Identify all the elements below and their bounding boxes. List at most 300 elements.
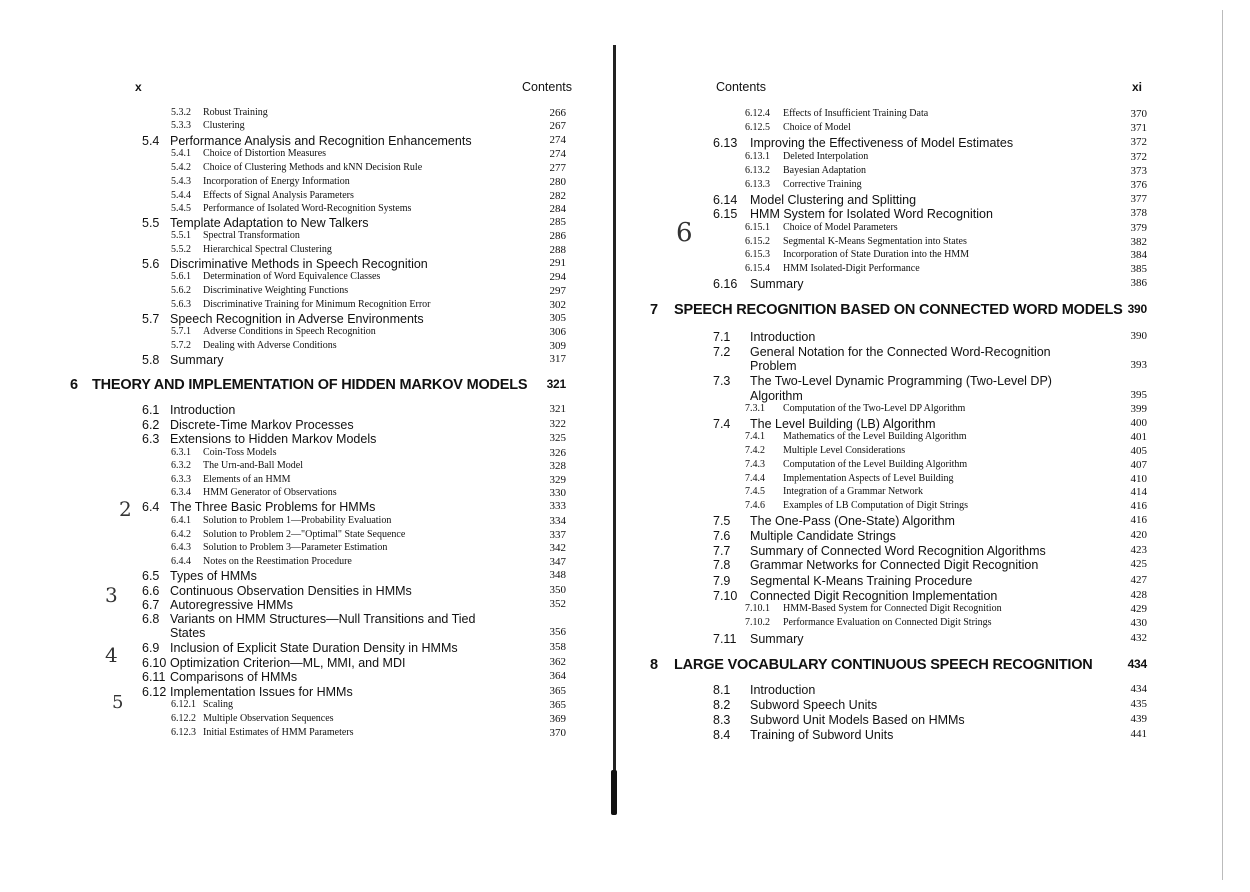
section-entry	[620, 207, 1230, 221]
entry-number: 6.16	[713, 277, 738, 291]
entry-title: Improving the Effectiveness of Model Estimates	[750, 136, 1014, 150]
section-entry	[0, 257, 600, 271]
entry-page-number: 294	[549, 271, 566, 283]
subsection-entry	[620, 603, 1230, 617]
entry-page-number: 305	[549, 312, 566, 324]
subsection-entry	[0, 230, 600, 244]
entry-page-number: 325	[549, 432, 566, 444]
entry-page-number: 356	[549, 626, 566, 638]
entry-title: Optimization Criterion—ML, MMI, and MDI	[170, 656, 406, 670]
section-entry	[0, 598, 600, 612]
entry-title: Implementation Issues for HMMs	[170, 685, 353, 699]
entry-page-number: 333	[549, 500, 566, 512]
section-entry	[0, 641, 600, 655]
entry-title: The One-Pass (One-State) Algorithm	[750, 514, 955, 528]
entry-number: 7.3	[713, 374, 731, 388]
section-entry	[0, 626, 600, 640]
entry-page-number: 365	[549, 699, 566, 711]
entry-page-number: 434	[1127, 657, 1147, 671]
entry-page-number: 425	[1130, 558, 1147, 570]
section-entry	[0, 134, 600, 148]
entry-title: Robust Training	[203, 107, 268, 118]
entry-title: Training of Subword Units	[750, 728, 894, 742]
subsection-entry	[620, 122, 1230, 136]
handwritten-number: 6	[676, 218, 693, 248]
entry-number: 6.4.2	[171, 529, 191, 540]
entry-number: 6.13.2	[745, 165, 770, 176]
entry-number: 5.8	[142, 353, 160, 367]
entry-page-number: 429	[1130, 603, 1147, 615]
entry-title: HMM Generator of Observations	[203, 487, 337, 498]
entry-number: 5.3.3	[171, 120, 191, 131]
subsection-entry	[0, 542, 600, 556]
entry-title: Incorporation of State Duration into the HMM	[783, 249, 970, 260]
entry-number: 6.6	[142, 584, 160, 598]
entry-title: Introduction	[750, 683, 816, 697]
entry-page-number: 334	[549, 515, 566, 527]
entry-number: 7.4.3	[745, 459, 765, 470]
subsection-entry	[620, 431, 1230, 445]
entry-page-number: 352	[549, 598, 566, 610]
entry-page-number: 306	[549, 326, 566, 338]
entry-number: 7.4	[713, 417, 731, 431]
entry-page-number: 350	[549, 584, 566, 596]
entry-title: Summary	[170, 353, 224, 367]
entry-title: Connected Digit Recognition Implementation	[750, 589, 998, 603]
entry-number: 6.3.3	[171, 474, 191, 485]
entry-page-number: 342	[549, 542, 566, 554]
entry-title: Discrete-Time Markov Processes	[170, 418, 354, 432]
entry-title: The Urn-and-Ball Model	[203, 460, 303, 471]
entry-number: 8.1	[713, 683, 731, 697]
entry-page-number: 416	[1130, 514, 1147, 526]
entry-number: 6.2	[142, 418, 160, 432]
entry-page-number: 384	[1130, 249, 1147, 261]
entry-title: The Level Building (LB) Algorithm	[750, 417, 936, 431]
subsection-entry	[620, 500, 1230, 514]
entry-title: HMM-Based System for Connected Digit Recognition	[783, 603, 1002, 614]
entry-page-number: 372	[1130, 151, 1147, 163]
page-number-header: x	[135, 80, 142, 94]
entry-number: 6.12.3	[171, 727, 196, 738]
entry-number: 6.15.2	[745, 236, 770, 247]
entry-title: Discriminative Weighting Functions	[203, 285, 349, 296]
entry-title: Effects of Signal Analysis Parameters	[203, 190, 354, 201]
entry-title: Notes on the Reestimation Procedure	[203, 556, 352, 567]
entry-page-number: 399	[1130, 403, 1147, 415]
subsection-entry	[620, 445, 1230, 459]
entry-title: Performance of Isolated Word-Recognition Systems	[203, 203, 412, 214]
subsection-entry	[0, 447, 600, 461]
entry-number: 6.11	[142, 670, 166, 684]
entry-number: 7.4.2	[745, 445, 765, 456]
entry-page-number: 371	[1130, 122, 1147, 134]
entry-title: Speech Recognition in Adverse Environments	[170, 312, 424, 326]
entry-title: Bayesian Adaptation	[783, 165, 867, 176]
entry-number: 6.10	[142, 656, 167, 670]
entry-title: Multiple Candidate Strings	[750, 529, 896, 543]
section-entry	[620, 277, 1230, 291]
entry-title: Types of HMMs	[170, 569, 257, 583]
entry-number: 5.6.2	[171, 285, 191, 296]
running-header: Contents	[522, 80, 573, 94]
entry-number: 5.4.5	[171, 203, 191, 214]
entry-number: 5.4.3	[171, 176, 191, 187]
entry-page-number: 365	[549, 685, 566, 697]
subsection-entry	[0, 203, 600, 217]
subsection-entry	[0, 176, 600, 190]
entry-number: 6.7	[142, 598, 160, 612]
entry-page-number: 266	[549, 107, 566, 119]
subsection-entry	[620, 249, 1230, 263]
entry-number: 6.14	[713, 193, 738, 207]
entry-title: Multiple Level Considerations	[783, 445, 906, 456]
entry-title: Autoregressive HMMs	[170, 598, 293, 612]
entry-page-number: 372	[1130, 136, 1147, 148]
entry-number: 7.4.5	[745, 486, 765, 497]
entry-number: 5.7.1	[171, 326, 191, 337]
entry-title: Spectral Transformation	[203, 230, 300, 241]
entry-number: 5.7	[142, 312, 160, 326]
subsection-entry	[0, 699, 600, 713]
entry-title: Problem	[750, 359, 797, 373]
entry-title: Discriminative Methods in Speech Recognition	[170, 257, 428, 271]
subsection-entry	[0, 460, 600, 474]
subsection-entry	[620, 151, 1230, 165]
subsection-entry	[0, 244, 600, 258]
entry-title: Comparisons of HMMs	[170, 670, 298, 684]
entry-page-number: 390	[1130, 330, 1147, 342]
subsection-entry	[0, 515, 600, 529]
entry-title: Computation of the Two-Level DP Algorithm	[783, 403, 966, 414]
entry-number: 5.4.1	[171, 148, 191, 159]
section-entry	[0, 569, 600, 583]
entry-number: 7.2	[713, 345, 731, 359]
entry-number: 5.3.2	[171, 107, 191, 118]
entry-page-number: 309	[549, 340, 566, 352]
section-entry	[620, 698, 1230, 712]
section-entry	[0, 312, 600, 326]
entry-title: Model Clustering and Splitting	[750, 193, 917, 207]
subsection-entry	[0, 271, 600, 285]
left-page	[0, 0, 610, 892]
entry-page-number: 347	[549, 556, 566, 568]
subsection-entry	[0, 340, 600, 354]
entry-page-number: 410	[1130, 473, 1147, 485]
entry-page-number: 373	[1130, 165, 1147, 177]
page-number-header: xi	[1132, 80, 1143, 94]
section-entry	[0, 685, 600, 699]
entry-page-number: 428	[1130, 589, 1147, 601]
chapter-entry	[620, 302, 1230, 316]
entry-page-number: 441	[1130, 728, 1147, 740]
entry-number: 6	[70, 377, 78, 393]
section-entry	[620, 514, 1230, 528]
entry-title: Coin-Toss Models	[203, 447, 277, 458]
entry-number: 6.3.2	[171, 460, 191, 471]
entry-number: 7.5	[713, 514, 731, 528]
entry-title: Integration of a Grammar Network	[783, 486, 923, 497]
entry-number: 5.5.1	[171, 230, 191, 241]
entry-title: The Two-Level Dynamic Programming (Two-Level DP)	[750, 374, 1052, 388]
entry-number: 6.15.3	[745, 249, 770, 260]
entry-page-number: 329	[549, 474, 566, 486]
entry-title: SPEECH RECOGNITION BASED ON CONNECTED WORD MODELS	[674, 302, 1123, 318]
entry-title: Effects of Insufficient Training Data	[783, 108, 929, 119]
entry-page-number: 274	[549, 134, 566, 146]
handwritten-number: 2	[119, 497, 132, 521]
entry-title: HMM Isolated-Digit Performance	[783, 263, 920, 274]
section-entry	[620, 345, 1230, 359]
entry-page-number: 326	[549, 447, 566, 459]
entry-number: 6.15.4	[745, 263, 770, 274]
entry-title: Introduction	[170, 403, 236, 417]
entry-title: Extensions to Hidden Markov Models	[170, 432, 377, 446]
entry-title: Choice of Model Parameters	[783, 222, 898, 233]
entry-title: Dealing with Adverse Conditions	[203, 340, 337, 351]
section-entry	[0, 670, 600, 684]
entry-number: 7.8	[713, 558, 731, 572]
entry-page-number: 423	[1130, 544, 1147, 556]
entry-number: 6.15.1	[745, 222, 770, 233]
entry-page-number: 267	[549, 120, 566, 132]
entry-page-number: 393	[1130, 359, 1147, 371]
subsection-entry	[620, 108, 1230, 122]
entry-number: 6.4.4	[171, 556, 191, 567]
subsection-entry	[620, 222, 1230, 236]
entry-number: 6.5	[142, 569, 160, 583]
section-entry	[620, 529, 1230, 543]
section-entry	[0, 353, 600, 367]
running-header: Contents	[716, 80, 767, 94]
entry-number: 6.13	[713, 136, 738, 150]
section-entry	[620, 544, 1230, 558]
entry-title: Solution to Problem 3—Parameter Estimation	[203, 542, 388, 553]
entry-page-number: 439	[1130, 713, 1147, 725]
entry-page-number: 362	[549, 656, 566, 668]
entry-page-number: 286	[549, 230, 566, 242]
entry-page-number: 390	[1127, 302, 1147, 316]
entry-page-number: 434	[1130, 683, 1147, 695]
handwritten-number: 4	[105, 643, 118, 667]
entry-number: 8.2	[713, 698, 731, 712]
entry-page-number: 405	[1130, 445, 1147, 457]
right-page	[620, 0, 1250, 892]
subsection-entry	[620, 263, 1230, 277]
entry-title: Subword Unit Models Based on HMMs	[750, 713, 965, 727]
section-entry	[620, 374, 1230, 388]
entry-title: LARGE VOCABULARY CONTINUOUS SPEECH RECOGNITION	[674, 657, 1093, 673]
entry-page-number: 322	[549, 418, 566, 430]
entry-title: Multiple Observation Sequences	[203, 713, 334, 724]
entry-page-number: 285	[549, 216, 566, 228]
entry-number: 6.12.5	[745, 122, 770, 133]
entry-page-number: 282	[549, 190, 566, 202]
entry-number: 7.6	[713, 529, 731, 543]
subsection-entry	[620, 459, 1230, 473]
entry-title: Clustering	[203, 120, 245, 131]
entry-page-number: 284	[549, 203, 566, 215]
entry-title: Deleted Interpolation	[783, 151, 869, 162]
entry-title: Subword Speech Units	[750, 698, 878, 712]
section-entry	[0, 418, 600, 432]
subsection-entry	[620, 473, 1230, 487]
entry-page-number: 432	[1130, 632, 1147, 644]
entry-number: 6.3.1	[171, 447, 191, 458]
entry-number: 7.11	[713, 632, 737, 646]
entry-title: Choice of Clustering Methods and kNN Decision Rule	[203, 162, 423, 173]
entry-page-number: 291	[549, 257, 566, 269]
entry-page-number: 416	[1130, 500, 1147, 512]
section-entry	[620, 330, 1230, 344]
entry-title: Determination of Word Equivalence Classes	[203, 271, 381, 282]
section-entry	[0, 500, 600, 514]
entry-title: Solution to Problem 1—Probability Evaluation	[203, 515, 392, 526]
section-entry	[620, 713, 1230, 727]
entry-number: 6.13.3	[745, 179, 770, 190]
entry-number: 5.6	[142, 257, 160, 271]
entry-title: Mathematics of the Level Building Algorithm	[783, 431, 967, 442]
entry-number: 6.9	[142, 641, 160, 655]
entry-page-number: 386	[1130, 277, 1147, 289]
entry-number: 5.5.2	[171, 244, 191, 255]
section-entry	[0, 656, 600, 670]
entry-page-number: 317	[549, 353, 566, 365]
section-entry	[620, 558, 1230, 572]
entry-page-number: 420	[1130, 529, 1147, 541]
entry-title: Template Adaptation to New Talkers	[170, 216, 369, 230]
entry-page-number: 427	[1130, 574, 1147, 586]
subsection-entry	[0, 107, 600, 121]
entry-page-number: 435	[1130, 698, 1147, 710]
book-spine	[613, 45, 616, 785]
section-entry	[620, 574, 1230, 588]
entry-title: Inclusion of Explicit State Duration Density in HMMs	[170, 641, 458, 655]
section-entry	[0, 216, 600, 230]
entry-title: Summary	[750, 632, 804, 646]
entry-page-number: 328	[549, 460, 566, 472]
entry-number: 5.4	[142, 134, 160, 148]
entry-number: 6.8	[142, 612, 160, 626]
entry-title: Algorithm	[750, 389, 803, 403]
entry-title: Variants on HMM Structures—Null Transitions and Tied	[170, 612, 476, 626]
subsection-entry	[0, 285, 600, 299]
entry-number: 6.12	[142, 685, 167, 699]
entry-page-number: 376	[1130, 179, 1147, 191]
entry-number: 6.4.3	[171, 542, 191, 553]
section-entry	[620, 589, 1230, 603]
entry-number: 5.4.4	[171, 190, 191, 201]
entry-page-number: 337	[549, 529, 566, 541]
entry-title: Scaling	[203, 699, 233, 710]
entry-page-number: 377	[1130, 193, 1147, 205]
entry-number: 7.7	[713, 544, 731, 558]
book-spine-shadow	[611, 770, 617, 815]
entry-number: 7.10	[713, 589, 738, 603]
entry-page-number: 280	[549, 176, 566, 188]
entry-number: 5.6.3	[171, 299, 191, 310]
entry-page-number: 358	[549, 641, 566, 653]
entry-number: 7	[650, 302, 658, 318]
chapter-entry	[0, 377, 600, 391]
entry-number: 7.4.4	[745, 473, 765, 484]
entry-page-number: 382	[1130, 236, 1147, 248]
subsection-entry	[0, 727, 600, 741]
handwritten-number: 5	[112, 692, 124, 713]
subsection-entry	[620, 403, 1230, 417]
entry-number: 5.7.2	[171, 340, 191, 351]
subsection-entry	[0, 299, 600, 313]
entry-number: 6.12.2	[171, 713, 196, 724]
entry-page-number: 369	[549, 713, 566, 725]
section-entry	[0, 432, 600, 446]
entry-title: Introduction	[750, 330, 816, 344]
entry-page-number: 378	[1130, 207, 1147, 219]
entry-number: 7.9	[713, 574, 731, 588]
subsection-entry	[0, 556, 600, 570]
entry-page-number: 288	[549, 244, 566, 256]
entry-title: Continuous Observation Densities in HMMs	[170, 584, 412, 598]
subsection-entry	[0, 487, 600, 501]
entry-title: Adverse Conditions in Speech Recognition	[203, 326, 376, 337]
section-entry	[620, 417, 1230, 431]
chapter-entry	[620, 657, 1230, 671]
entry-number: 7.1	[713, 330, 731, 344]
subsection-entry	[620, 165, 1230, 179]
entry-number: 6.12.1	[171, 699, 196, 710]
entry-title: Initial Estimates of HMM Parameters	[203, 727, 354, 738]
entry-title: Incorporation of Energy Information	[203, 176, 350, 187]
subsection-entry	[0, 148, 600, 162]
entry-page-number: 302	[549, 299, 566, 311]
subsection-entry	[0, 713, 600, 727]
section-entry	[620, 193, 1230, 207]
entry-title: HMM System for Isolated Word Recognition	[750, 207, 993, 221]
section-entry	[620, 389, 1230, 403]
section-entry	[0, 584, 600, 598]
entry-number: 7.10.2	[745, 617, 770, 628]
subsection-entry	[0, 162, 600, 176]
entry-page-number: 348	[549, 569, 566, 581]
entry-title: THEORY AND IMPLEMENTATION OF HIDDEN MARKOV MODELS	[92, 377, 528, 393]
entry-title: Discriminative Training for Minimum Recognition Error	[203, 299, 431, 310]
section-entry	[0, 612, 600, 626]
entry-title: Hierarchical Spectral Clustering	[203, 244, 332, 255]
entry-number: 7.3.1	[745, 403, 765, 414]
section-entry	[620, 728, 1230, 742]
entry-title: Implementation Aspects of Level Building	[783, 473, 954, 484]
entry-number: 6.1	[142, 403, 160, 417]
subsection-entry	[0, 190, 600, 204]
entry-page-number: 401	[1130, 431, 1147, 443]
entry-page-number: 430	[1130, 617, 1147, 629]
entry-title: Computation of the Level Building Algorithm	[783, 459, 968, 470]
section-entry	[620, 136, 1230, 150]
entry-page-number: 385	[1130, 263, 1147, 275]
entry-page-number: 414	[1130, 486, 1147, 498]
entry-number: 7.4.1	[745, 431, 765, 442]
entry-page-number: 330	[549, 487, 566, 499]
entry-page-number: 407	[1130, 459, 1147, 471]
entry-number: 5.4.2	[171, 162, 191, 173]
entry-number: 6.3.4	[171, 487, 191, 498]
entry-number: 6.3	[142, 432, 160, 446]
entry-number: 5.6.1	[171, 271, 191, 282]
entry-page-number: 277	[549, 162, 566, 174]
entry-number: 8.4	[713, 728, 731, 742]
entry-title: Performance Analysis and Recognition Enhancements	[170, 134, 472, 148]
entry-number: 5.5	[142, 216, 160, 230]
